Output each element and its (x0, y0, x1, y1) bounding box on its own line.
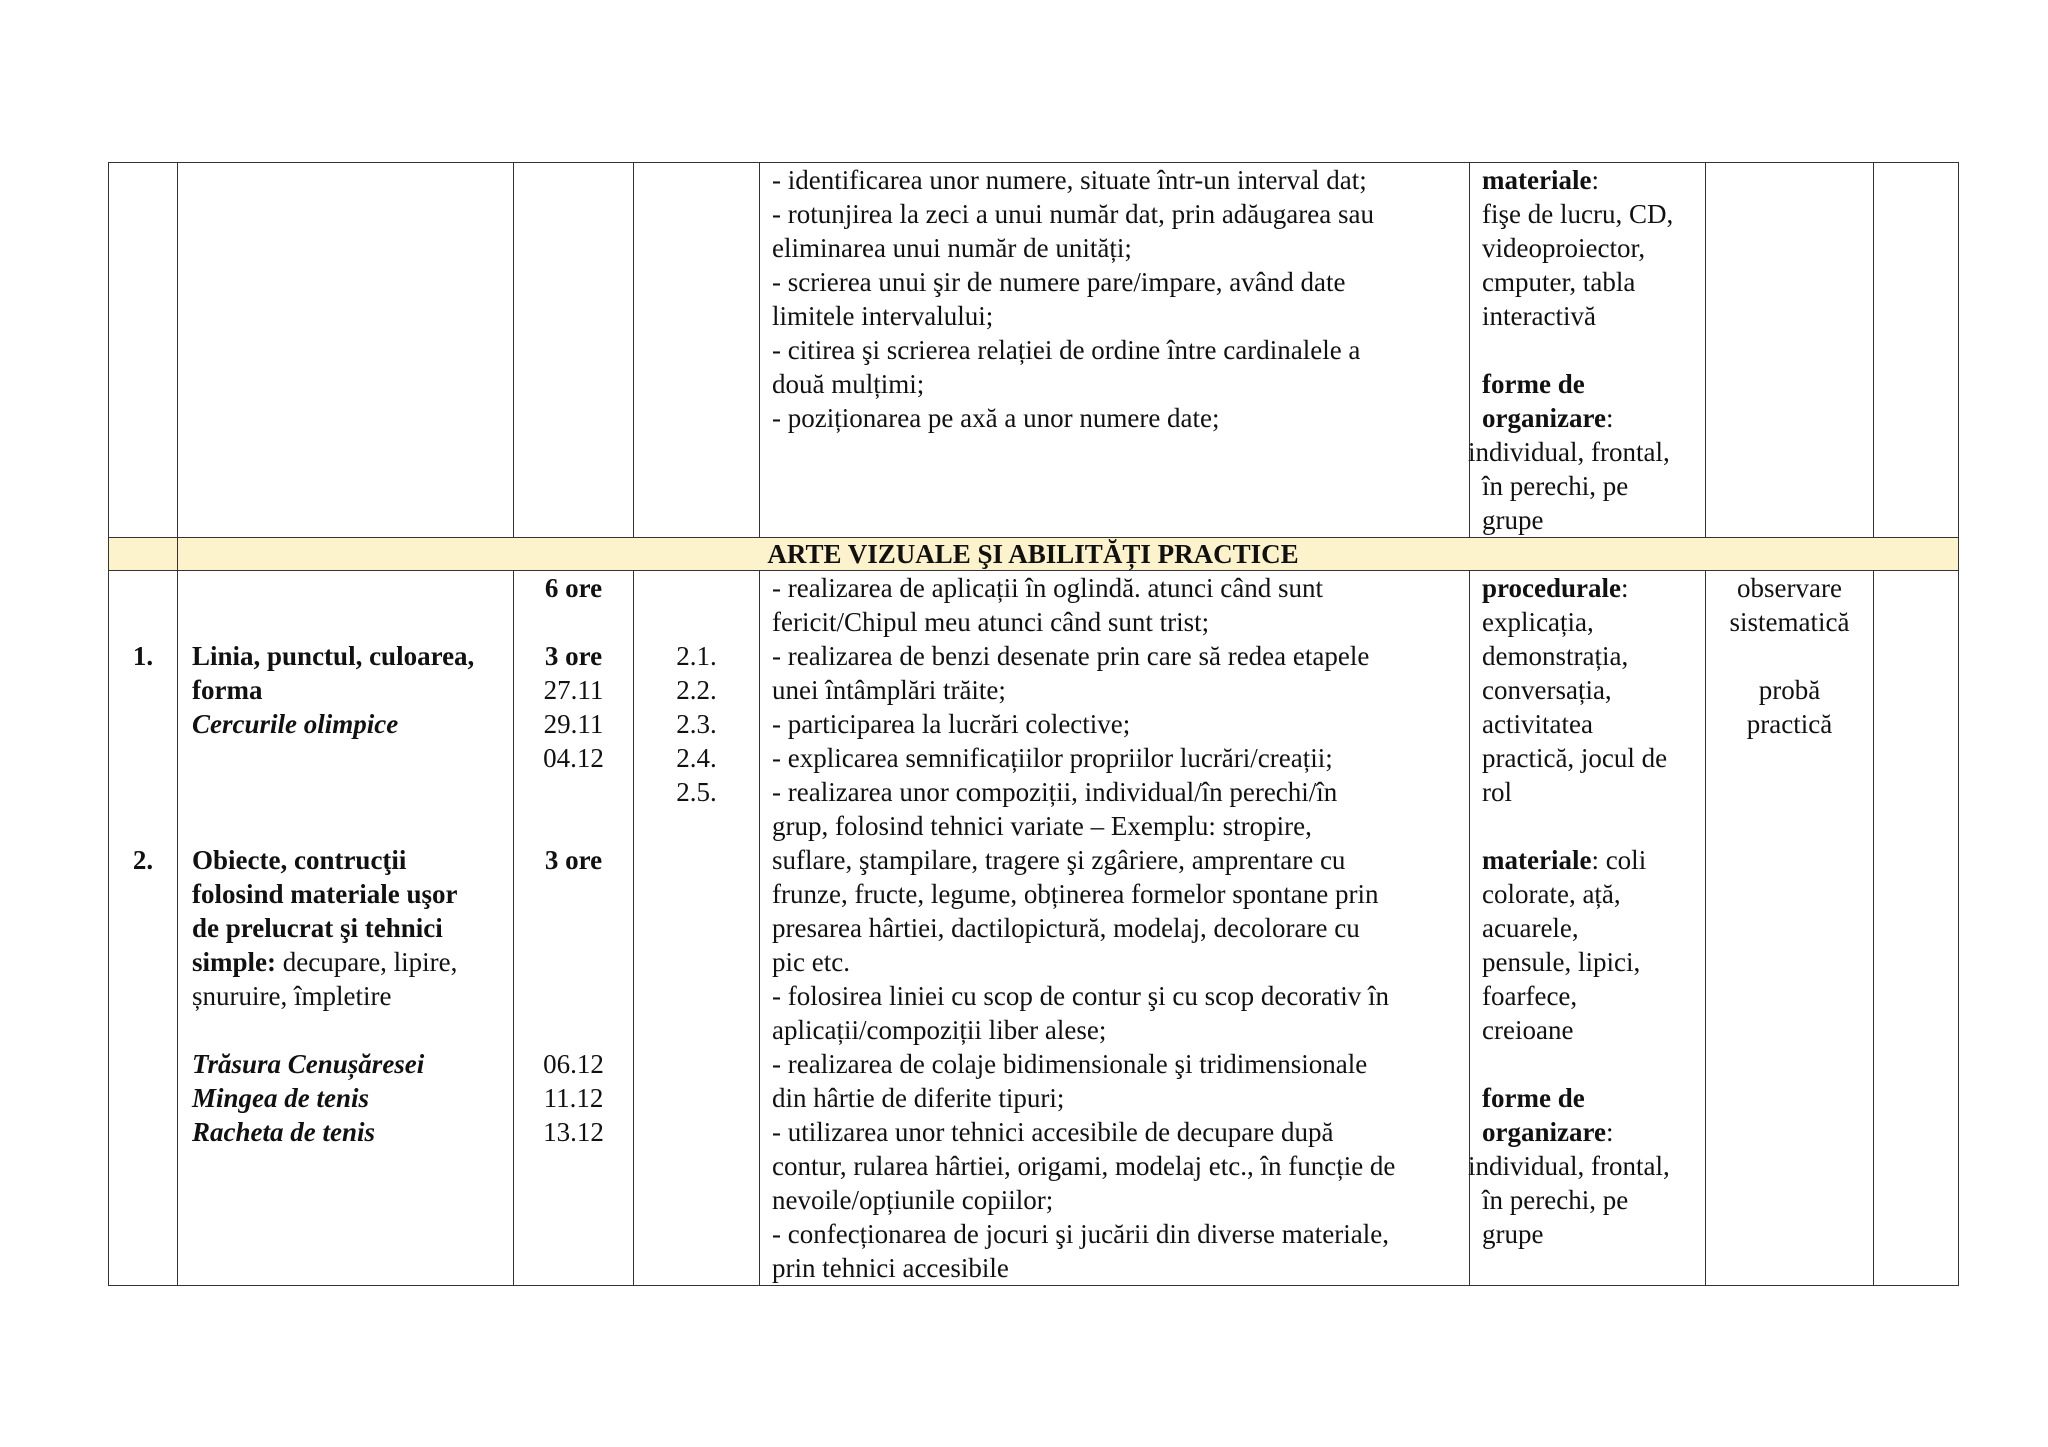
activity-line: eliminarea unui număr de unități; (772, 233, 1132, 263)
activity-line: - folosirea liniei cu scop de contur şi cu scop decorativ în (772, 981, 1390, 1011)
unit-title-rest: șnuruire, împletire (192, 981, 392, 1011)
procedural-label: procedurale (1482, 573, 1621, 603)
competences-cell (634, 163, 760, 538)
resource-line: grupe (1482, 505, 1544, 535)
activity-line: grup, folosind tehnici variate – Exemplu: stropire, (772, 811, 1312, 841)
content-cell (178, 571, 514, 1286)
resource-line: coli (1598, 845, 1647, 875)
resource-line: colorate, ață, (1482, 879, 1621, 909)
resource-line: rol (1482, 777, 1512, 807)
observations-cell (1874, 571, 1959, 1286)
lesson-title: Racheta de tenis (192, 1117, 375, 1147)
unit-title: Obiecte, contrucţii (192, 845, 407, 875)
activity-line: pic etc. (772, 947, 850, 977)
activity-line: - rotunjirea la zeci a unui număr dat, prin adăugarea sau (772, 199, 1374, 229)
lesson-title: Mingea de tenis (192, 1083, 370, 1113)
total-hours: 6 ore (544, 573, 603, 603)
section-row (109, 538, 1959, 571)
resources-cell: procedurale: explicația, demonstrația, conversația, activitatea practică, jocul de rol materiale: coli colorate, ață, acuarele, pensule, lipici, foarfece, creioane forme de organizare: individual, frontal, în perechi, pe grupe (1470, 571, 1706, 1286)
activity-line: suflare, ştampilare, tragere şi zgâriere, amprentare cu (772, 845, 1346, 875)
resource-line: în perechi, pe (1482, 1185, 1629, 1215)
resource-line: creioane (1482, 1015, 1574, 1045)
content-cell (178, 163, 514, 538)
resource-line: interactivă (1482, 301, 1596, 331)
activity-line: limitele intervalului; (772, 301, 994, 331)
resource-line: în perechi, pe (1482, 471, 1629, 501)
section-title: ARTE VIZUALE ŞI ABILITĂȚI PRACTICE (767, 539, 1299, 569)
activity-line: - scrierea unui şir de numere pare/impare, având date (772, 267, 1346, 297)
resource-line: videoproiector, (1482, 233, 1646, 263)
resource-line: pensule, lipici, (1482, 947, 1641, 977)
activity-line: - utilizarea unor tehnici accesibile de decupare după (772, 1117, 1334, 1147)
activity-line: - identificarea unor numere, situate într-un interval dat; (772, 165, 1367, 195)
resource-line: practică, jocul de (1482, 743, 1668, 773)
unit-title-rest: decupare, lipire, (276, 947, 458, 977)
unit-title: Linia, punctul, culoarea, (192, 641, 475, 671)
evaluation-cell (1706, 571, 1874, 1286)
unit-hours: 3 ore (544, 845, 603, 875)
item-number: 1. (132, 641, 154, 671)
hours-cell (514, 571, 634, 1286)
activity-line: presarea hârtiei, dactilopictură, modelaj, decolorare cu (772, 913, 1360, 943)
table-row (109, 571, 1959, 1286)
planning-table (108, 162, 1959, 1286)
hours-cell (514, 163, 634, 538)
resource-line: acuarele, (1482, 913, 1579, 943)
activity-line: aplicații/compoziții liber alese; (772, 1015, 1107, 1045)
evaluation-method: observare (1737, 573, 1842, 603)
materials-label: materiale (1482, 165, 1592, 195)
lesson-title: Trăsura Cenușăresei (192, 1049, 425, 1079)
lesson-date: 29.11 (543, 709, 604, 739)
materials-label: materiale (1482, 845, 1592, 875)
resource-line: explicația, (1482, 607, 1594, 637)
forms-label: organizare (1482, 1117, 1606, 1147)
unit-title: simple: (192, 947, 276, 977)
activity-line: - realizarea de aplicații în oglindă. atunci când sunt (772, 573, 1324, 603)
resource-line: activitatea (1482, 709, 1593, 739)
activity-line: - explicarea semnificațiilor propriilor lucrări/creații; (772, 743, 1333, 773)
activity-line: din hârtie de diferite tipuri; (772, 1083, 1065, 1113)
activity-line: - realizarea de colaje bidimensionale şi tridimensionale (772, 1049, 1368, 1079)
competence: 2.2. (676, 675, 717, 705)
resource-line: grupe (1482, 1219, 1544, 1249)
activity-line: două mulțimi; (772, 369, 925, 399)
activity-line: contur, rularea hârtiei, origami, modelaj etc., în funcție de (772, 1151, 1396, 1181)
nr-cell (109, 571, 178, 1286)
competence: 2.4. (676, 743, 717, 773)
activity-line: frunze, fructe, legume, obținerea formelor spontane prin (772, 879, 1379, 909)
activity-line: - realizarea unor compoziții, individual/în perechi/în (772, 777, 1338, 807)
unit-title: de prelucrat şi tehnici (192, 913, 443, 943)
forms-label: organizare (1482, 403, 1606, 433)
activity-line: nevoile/opțiunile copiilor; (772, 1185, 1054, 1215)
lesson-date: 27.11 (543, 675, 604, 705)
lesson-date: 11.12 (543, 1083, 604, 1113)
competence: 2.5. (676, 777, 717, 807)
activity-line: unei întâmplări trăite; (772, 675, 1006, 705)
lesson-date: 13.12 (543, 1117, 604, 1147)
evaluation-cell (1706, 163, 1874, 538)
lesson-title: Cercurile olimpice (192, 709, 399, 739)
activity-line: - participarea la lucrări colective; (772, 709, 1131, 739)
activity-line: - confecționarea de jocuri şi jucării din diverse materiale, (772, 1219, 1389, 1249)
evaluation-method: practică (1746, 709, 1833, 739)
competence: 2.1. (676, 641, 717, 671)
resources-cell: materiale: fişe de lucru, CD, videoproiector, cmputer, tabla interactivă forme de organizare: individual, frontal, în perechi, pe grupe (1470, 163, 1706, 538)
activities-cell (760, 163, 1470, 538)
item-number: 2. (132, 845, 154, 875)
evaluation-method: sistematică (1729, 607, 1850, 637)
competences-cell (634, 571, 760, 1286)
resource-line: conversația, (1482, 675, 1612, 705)
unit-title: folosind materiale uşor (192, 879, 458, 909)
resource-line: individual, frontal, (1468, 1151, 1670, 1181)
resource-line: individual, frontal, (1468, 437, 1670, 467)
unit-title: forma (192, 675, 263, 705)
activity-line: - citirea şi scrierea relației de ordine între cardinalele a (772, 335, 1361, 365)
lesson-date: 06.12 (543, 1049, 604, 1079)
activity-line: - realizarea de benzi desenate prin care să redea etapele (772, 641, 1370, 671)
resource-line: cmputer, tabla (1482, 267, 1636, 297)
competence: 2.3. (676, 709, 717, 739)
evaluation-method: probă (1758, 675, 1821, 705)
forms-label: forme de (1482, 369, 1585, 399)
activity-line: fericit/Chipul meu atunci când sunt trist; (772, 607, 1210, 637)
table-row (109, 163, 1959, 538)
activity-line: prin tehnici accesibile (772, 1253, 1009, 1283)
activity-line: - poziționarea pe axă a unor numere date; (772, 403, 1220, 433)
resource-line: demonstrația, (1482, 641, 1629, 671)
forms-label: forme de (1482, 1083, 1585, 1113)
section-title-cell (178, 538, 1959, 571)
activities-cell (760, 571, 1470, 1286)
resource-line: fişe de lucru, CD, (1482, 199, 1674, 229)
resource-line: foarfece, (1482, 981, 1578, 1011)
nr-cell (109, 163, 178, 538)
unit-hours: 3 ore (544, 641, 603, 671)
lesson-date: 04.12 (543, 743, 604, 773)
observations-cell (1874, 163, 1959, 538)
